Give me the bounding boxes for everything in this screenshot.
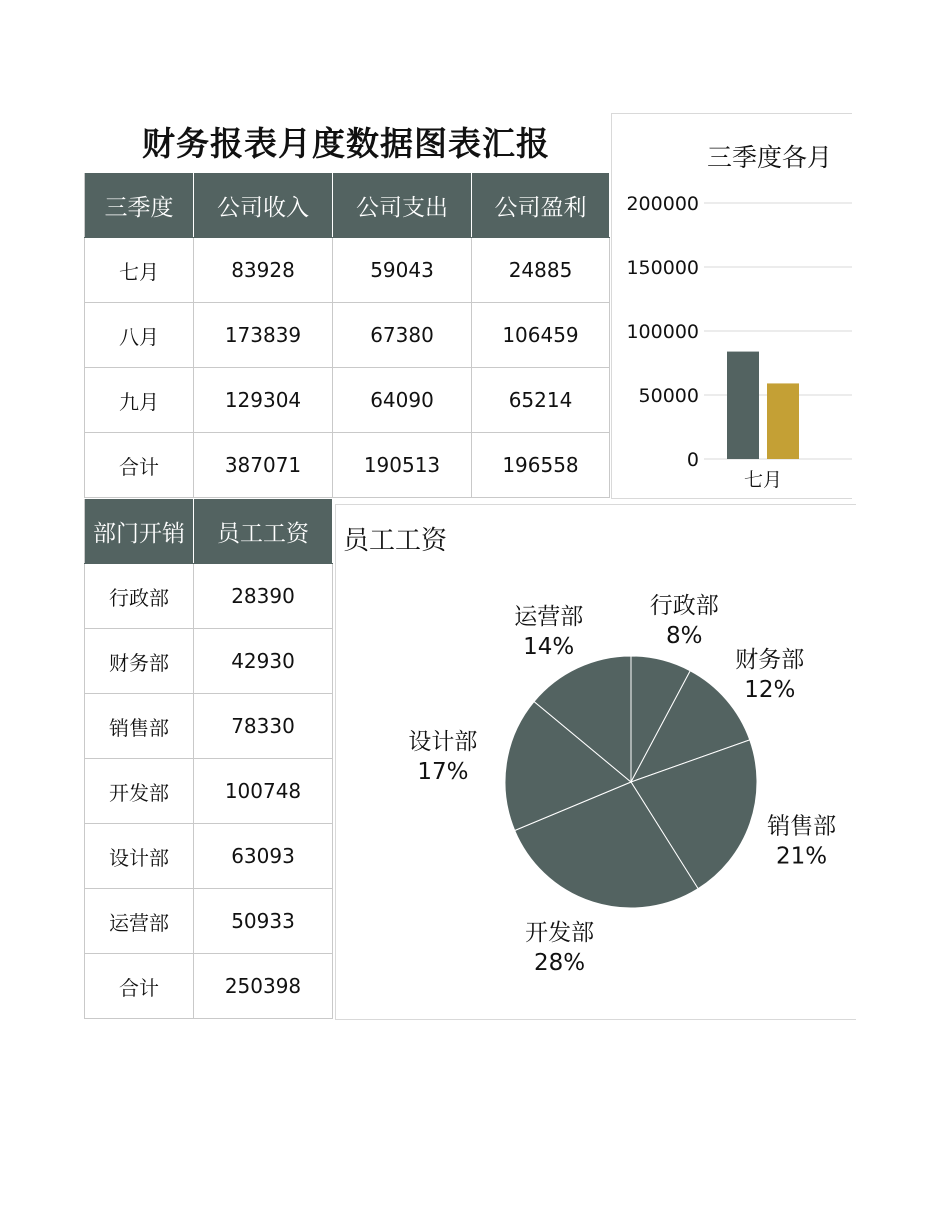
table-row (85, 629, 333, 694)
month-cell: 八月 (85, 303, 194, 368)
pie-slice-percent: 14% (523, 634, 575, 661)
y-tick-label: 50000 (638, 385, 699, 407)
report-title: 财务报表月度数据图表汇报 (142, 124, 550, 163)
table-total-row (85, 433, 610, 498)
expense-cell: 67380 (333, 303, 472, 368)
income-cell: 129304 (194, 368, 333, 433)
salary-total-cell: 250398 (194, 954, 333, 1019)
salary-cell: 100748 (194, 759, 333, 824)
department-cell: 开发部 (85, 759, 194, 824)
department-cell: 销售部 (85, 694, 194, 759)
department-cell: 财务部 (85, 629, 194, 694)
month-cell: 七月 (85, 238, 194, 303)
income-cell: 83928 (194, 238, 333, 303)
salary-cell: 63093 (194, 824, 333, 889)
column-header-income: 公司收入 (194, 173, 333, 238)
table-row (85, 303, 610, 368)
department-expense-table (84, 498, 333, 1019)
y-tick-label: 100000 (626, 321, 699, 343)
pie-slice-label: 行政部 (649, 593, 719, 620)
pie-chart-title: 员工工资 (343, 526, 448, 556)
x-tick-label: 七月 (743, 469, 783, 491)
total-label-cell: 合计 (85, 954, 194, 1019)
pie-slice-label: 运营部 (514, 604, 584, 631)
pie-slice-percent: 8% (665, 623, 703, 650)
y-tick-label: 150000 (626, 257, 699, 279)
pie-slice-percent: 12% (744, 677, 796, 704)
expense-cell: 59043 (333, 238, 472, 303)
profit-total-cell: 196558 (472, 433, 610, 498)
department-cell: 运营部 (85, 889, 194, 954)
column-header-department: 部门开销 (85, 499, 194, 564)
income-total-cell: 387071 (194, 433, 333, 498)
month-cell: 九月 (85, 368, 194, 433)
salary-cell: 28390 (194, 564, 333, 629)
y-tick-label: 200000 (626, 193, 699, 215)
profit-cell: 24885 (472, 238, 610, 303)
column-header-quarter: 三季度 (85, 173, 194, 238)
expense-cell: 64090 (333, 368, 472, 433)
income-bar (727, 352, 759, 459)
table-row (85, 694, 333, 759)
profit-cell: 106459 (472, 303, 610, 368)
pie-slice-label: 财务部 (735, 647, 805, 674)
salary-cell: 42930 (194, 629, 333, 694)
table-row (85, 824, 333, 889)
table-row (85, 889, 333, 954)
pie-slice-label: 销售部 (767, 813, 837, 840)
table-row (85, 759, 333, 824)
department-cell: 设计部 (85, 824, 194, 889)
salary-cell: 50933 (194, 889, 333, 954)
table-row (85, 238, 610, 303)
pie-slice-percent: 17% (417, 758, 469, 785)
expense-total-cell: 190513 (333, 433, 472, 498)
department-cell: 行政部 (85, 564, 194, 629)
pie-slice-label: 设计部 (408, 728, 478, 755)
column-header-profit: 公司盈利 (472, 173, 610, 238)
income-cell: 173839 (194, 303, 333, 368)
expense-bar (767, 383, 799, 459)
bar-chart (612, 114, 852, 498)
salary-cell: 78330 (194, 694, 333, 759)
pie-chart-panel (335, 504, 856, 1020)
quarter-summary-table (84, 172, 610, 498)
pie-slice-label: 开发部 (525, 920, 595, 947)
bar-chart-title: 三季度各月 (707, 143, 833, 172)
pie-slice-percent: 28% (534, 950, 586, 977)
table-total-row (85, 954, 333, 1019)
column-header-salary: 员工工资 (194, 499, 333, 564)
table-row (85, 368, 610, 433)
table-header-row (85, 173, 610, 238)
table-header-row (85, 499, 333, 564)
total-label-cell: 合计 (85, 433, 194, 498)
profit-cell: 65214 (472, 368, 610, 433)
pie-slice-percent: 21% (776, 843, 828, 870)
pie-chart (336, 505, 856, 1019)
column-header-expense: 公司支出 (333, 173, 472, 238)
y-tick-label: 0 (686, 449, 699, 471)
table-row (85, 564, 333, 629)
bar-chart-panel (611, 113, 852, 499)
